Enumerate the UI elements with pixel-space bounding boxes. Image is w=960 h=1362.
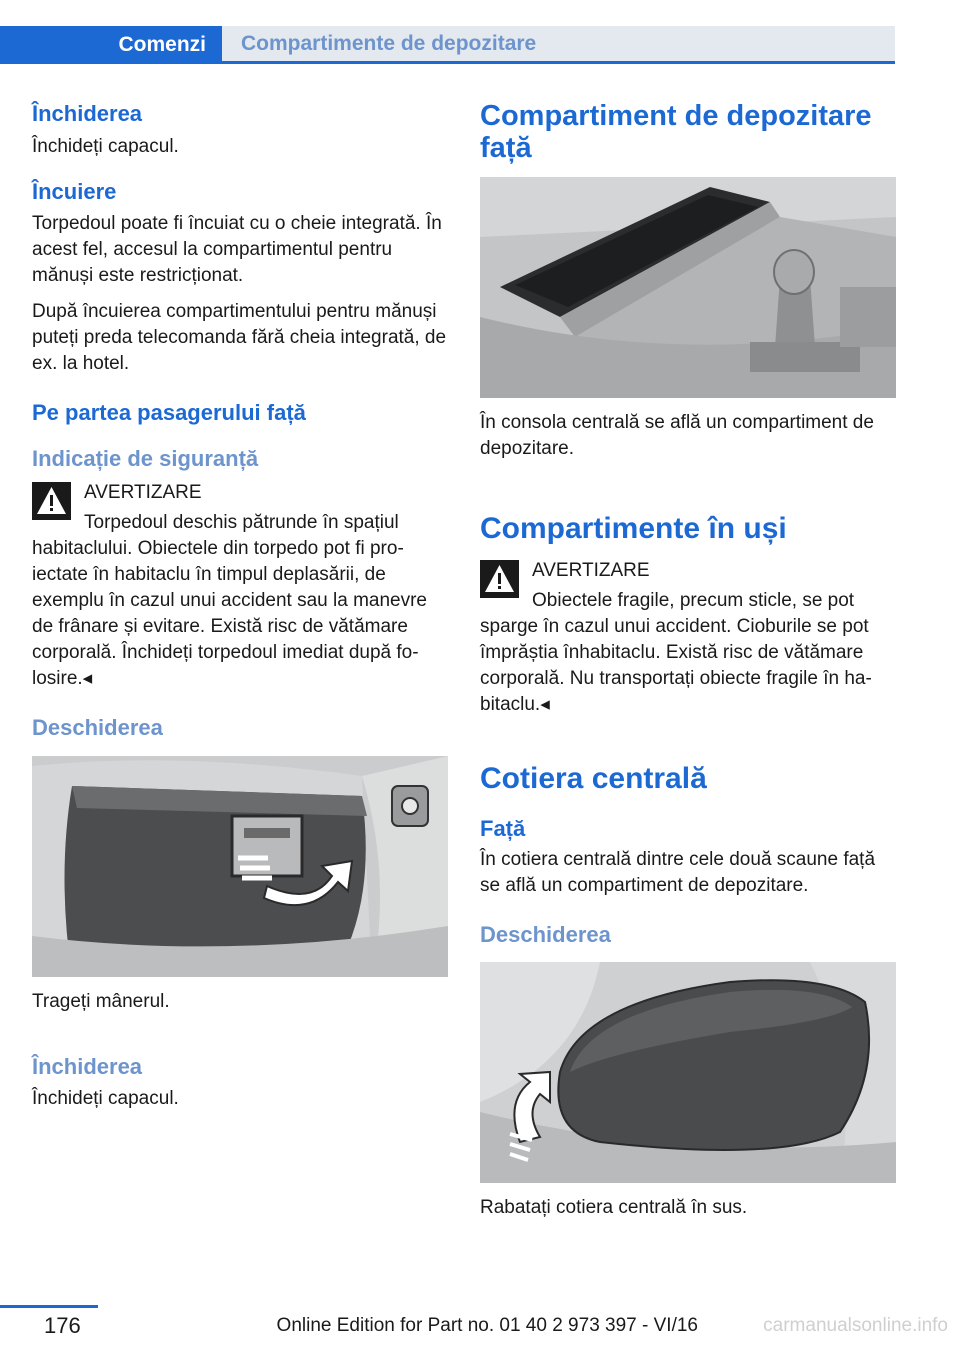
armrest-illustration bbox=[480, 962, 896, 1183]
glovebox-figure bbox=[32, 756, 448, 977]
closing-heading-2: Închiderea bbox=[32, 1053, 143, 1079]
armrest-opening-caption: Rabatați cotiera centrală în sus. bbox=[480, 1197, 748, 1219]
front-storage-heading: Compartiment de depozitare față bbox=[480, 100, 872, 165]
page-number: 176 bbox=[44, 1313, 81, 1338]
glovebox-illustration bbox=[32, 756, 448, 977]
warning-block bbox=[32, 480, 448, 692]
locking-paragraph-1: Torpedoul poate fi încuiat cu o cheie integrată. În acest fel, accesul la compartimentul pentru mănuși este restricționat. bbox=[32, 213, 442, 287]
warning-text-first-line: Torpedoul deschis pătrunde în spațiul bbox=[84, 512, 399, 534]
door-compartments-heading: Compartimente în uși bbox=[480, 511, 787, 545]
right-column bbox=[480, 100, 896, 1231]
warning-icon bbox=[480, 560, 519, 598]
closing-text: Închideți capacul. bbox=[32, 135, 179, 157]
closing-text-2: Închideți capacul. bbox=[32, 1088, 179, 1110]
door-warning-label: AVERTIZARE bbox=[532, 559, 650, 581]
watermark: carmanualsonline.info bbox=[763, 1315, 948, 1336]
door-warning-text-first-line: Obiectele fragile, precum sticle, se pot bbox=[532, 589, 855, 611]
center-console-figure bbox=[480, 177, 896, 398]
armrest-heading: Cotiera centrală bbox=[480, 761, 707, 795]
footer-rule bbox=[0, 1305, 98, 1308]
armrest-opening-heading: Deschiderea bbox=[480, 921, 611, 947]
locking-heading: Încuiere bbox=[32, 178, 117, 204]
warning-icon bbox=[32, 482, 71, 520]
warning-text: habitaclului. Obiectele din torpedo pot fi proiectate în habitaclu în timpul deplasării, de exemplu în cazul unui accident sau la manevre de frânare și evitare. Există risc de vătămare corporală. Închideți torpedoul imediat după folosire.◂ bbox=[32, 538, 428, 690]
safety-note-heading: Indicație de siguranță bbox=[32, 445, 259, 471]
edition-note: Online Edition for Part no. 01 40 2 973 397 - VI/16 bbox=[276, 1315, 698, 1336]
front-armrest-heading: Față bbox=[480, 816, 526, 842]
closing-heading: Închiderea bbox=[32, 101, 143, 126]
left-column bbox=[32, 100, 448, 1122]
door-warning-text: sparge în cazul unui accident. Cioburile se pot împrăștia înhabitaclu. Există risc de vătămare corporală. Nu transportați obiecte fragile în habitaclu.◂ bbox=[480, 615, 872, 715]
front-storage-caption: În consola centrală se află un compartiment de depozitare. bbox=[480, 411, 874, 459]
front-armrest-text: În cotiera centrală dintre cele două scaune față se află un compartiment de depozitare. bbox=[480, 848, 876, 896]
opening-heading: Deschiderea bbox=[32, 715, 163, 741]
page-header bbox=[0, 0, 960, 64]
chapter-title[interactable]: Compartimente de depozitare bbox=[241, 32, 537, 55]
armrest-figure bbox=[480, 962, 896, 1183]
passenger-side-heading: Pe partea pasagerului față bbox=[32, 400, 306, 426]
locking-paragraph-2: După încuierea compartimentului pentru mănuși puteți preda telecomanda fără cheia integrată, de ex. la hotel. bbox=[32, 301, 447, 375]
door-warning-block bbox=[480, 558, 896, 718]
opening-caption: Trageți mânerul. bbox=[32, 990, 170, 1012]
center-console-illustration bbox=[480, 177, 896, 398]
section-tab[interactable]: Comenzi bbox=[0, 26, 222, 64]
warning-label: AVERTIZARE bbox=[84, 482, 202, 504]
